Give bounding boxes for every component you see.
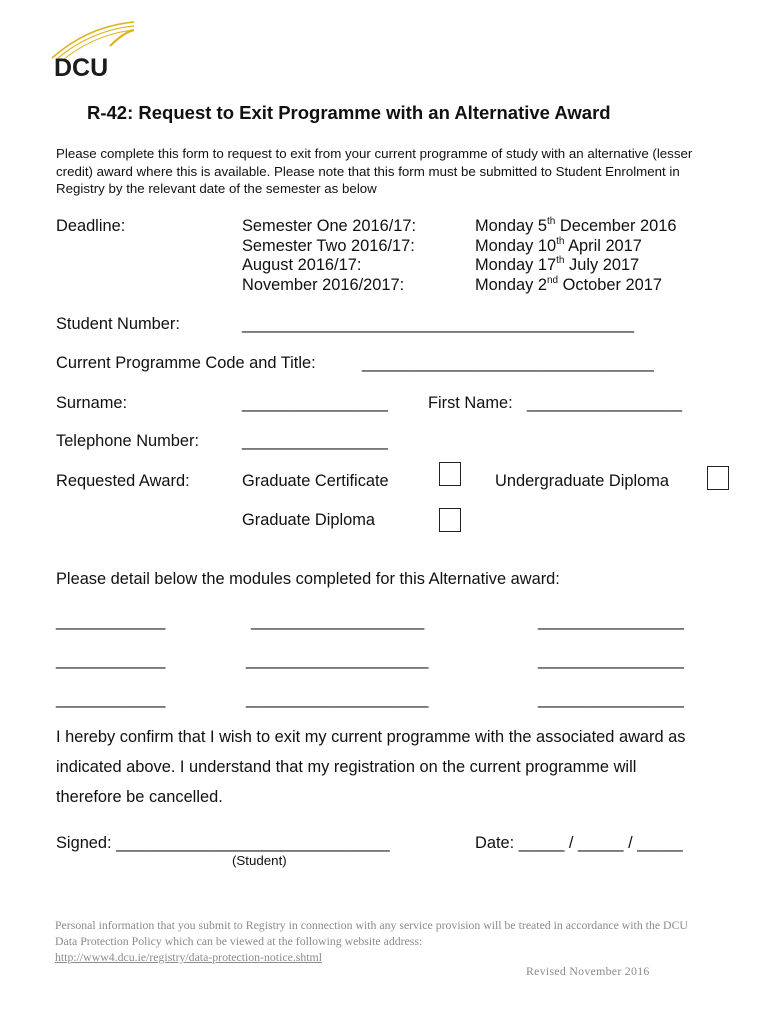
programme-field[interactable]: ________________________________ — [362, 354, 654, 372]
date-field[interactable]: Date: _____ / _____ / _____ — [475, 834, 683, 852]
module-field[interactable]: ____________ — [56, 612, 166, 630]
undergraduate-diploma-checkbox[interactable] — [707, 466, 729, 490]
telephone-field[interactable]: ________________ — [242, 432, 388, 450]
deadline-date — [475, 217, 677, 237]
intro-text: Please complete this form to request to exit from your current programme of study with an alternative (lesser credit) award where this is available. Please note that this form must be submitted to Student Enrolment in Registry by the relevant date of the semester as below — [56, 146, 693, 196]
date-day: Monday 17 — [475, 256, 557, 274]
form-title: R-42: Request to Exit Programme with an Alternative Award — [87, 102, 611, 123]
student-number-field[interactable]: ___________________________________________ — [242, 315, 634, 333]
option-graduate-certificate-label: Graduate Certificate — [242, 472, 389, 490]
graduate-diploma-checkbox[interactable] — [439, 508, 461, 532]
first-name-field[interactable]: _________________ — [527, 394, 682, 412]
module-field[interactable]: ________________ — [538, 651, 684, 669]
modules-label: Please detail below the modules completed for this Alternative award: — [56, 570, 560, 588]
deadline-date — [475, 256, 677, 276]
option-undergraduate-diploma-label: Undergraduate Diploma — [495, 472, 670, 490]
semester-label: November 2016/2017: — [242, 275, 405, 294]
module-field[interactable]: ____________ — [56, 690, 166, 708]
module-field[interactable]: ____________________ — [246, 690, 429, 708]
dcu-logo — [48, 18, 138, 88]
date-suffix: nd — [546, 274, 559, 286]
module-field[interactable]: ___________________ — [251, 612, 425, 630]
module-field[interactable]: ____________ — [56, 651, 166, 669]
surname-label: Surname: — [56, 394, 128, 412]
date-suffix: th — [546, 216, 556, 227]
deadline-dates — [475, 217, 677, 295]
semester-label: Semester Two 2016/17: — [242, 236, 415, 255]
graduate-certificate-checkbox[interactable] — [439, 462, 461, 486]
surname-field[interactable]: ________________ — [242, 394, 388, 412]
option-graduate-diploma-label: Graduate Diploma — [242, 511, 376, 529]
date-rest: October 2017 — [558, 275, 662, 294]
date-rest: December 2016 — [555, 217, 677, 235]
student-caption: (Student) — [232, 853, 287, 868]
deadline-label: Deadline: — [56, 217, 126, 235]
requested-award-label: Requested Award: — [56, 472, 190, 490]
module-field[interactable]: ________________ — [538, 690, 684, 708]
semester-label: Semester One 2016/17: — [242, 217, 417, 235]
revised-date: Revised November 2016 — [526, 964, 650, 978]
signed-field[interactable]: Signed: ______________________________ — [56, 834, 390, 852]
date-rest: April 2017 — [564, 236, 642, 255]
module-field[interactable]: ____________________ — [246, 651, 429, 669]
date-day: Monday 2 — [475, 275, 547, 294]
module-field[interactable]: ________________ — [538, 612, 684, 630]
date-day: Monday 5 — [475, 217, 547, 235]
deadline-date — [475, 276, 677, 296]
deadline-semesters — [242, 217, 416, 295]
date-suffix: th — [556, 255, 565, 266]
confirmation-text: I hereby confirm that I wish to exit my current programme with the associated award as indicated above. I understand that my registration on the current programme will therefore be cancelled. — [56, 728, 686, 806]
date-suffix: th — [556, 235, 565, 247]
deadline-date — [475, 237, 677, 257]
date-day: Monday 10 — [475, 236, 557, 255]
first-name-label: First Name: — [428, 394, 513, 412]
date-rest: July 2017 — [564, 256, 640, 274]
data-protection-notice — [55, 917, 695, 965]
logo-wordmark: DCU — [54, 54, 109, 82]
programme-label: Current Programme Code and Title: — [56, 354, 316, 372]
data-protection-link[interactable]: http://www4.dcu.ie/registry/data-protection-notice.shtml — [55, 950, 323, 964]
footer-text: Personal information that you submit to Registry in connection with any service provision will be treated in accordance with the DCU Data Protection Policy which can be viewed at the following website address: — [55, 918, 688, 948]
telephone-label: Telephone Number: — [56, 432, 200, 450]
student-number-label: Student Number: — [56, 315, 180, 333]
semester-label: August 2016/17: — [242, 256, 362, 274]
